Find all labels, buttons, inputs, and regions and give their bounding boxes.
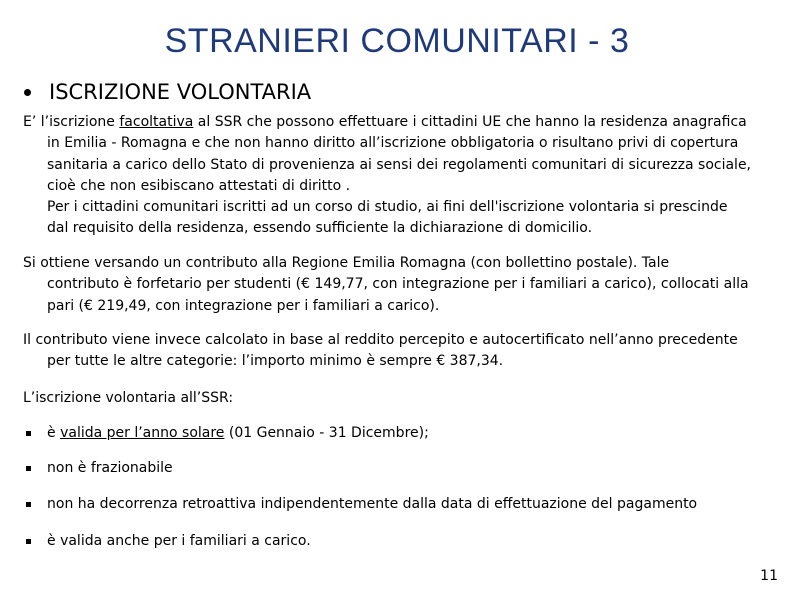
- underlined-term: valida per l’anno solare: [60, 425, 225, 441]
- list-item-text: è valida anche per i familiari a carico.: [47, 533, 311, 549]
- paragraph-1-line-5: Per i cittadini comunitari iscritti ad un corso di studio, ai fini dell'iscrizione volontaria si prescinde: [47, 199, 728, 216]
- square-bullet-icon: [26, 431, 31, 436]
- paragraph-1-line-2: in Emilia - Romagna e che non hanno diritto all’iscrizione obbligatoria o risultano privi di copertura: [47, 135, 739, 152]
- bullet-dot-icon: [24, 89, 31, 96]
- paragraph-2: [23, 253, 783, 317]
- list-item-text: non ha decorrenza retroattiva indipendentemente dalla data di effettuazione del pagamento: [47, 496, 698, 512]
- square-bullet-icon: [26, 466, 31, 471]
- section-heading-text: ISCRIZIONE VOLONTARIA: [49, 80, 312, 104]
- paragraph-1-line-1: [23, 112, 783, 133]
- text-span: E’ l’iscrizione: [23, 114, 120, 130]
- list-item-text: non è frazionabile: [47, 460, 173, 476]
- square-bullet-icon: [26, 539, 31, 544]
- paragraph-4: [23, 388, 783, 409]
- paragraph-2-line-1: Si ottiene versando un contributo alla Regione Emilia Romagna (con bollettino postale). Tale: [23, 255, 670, 271]
- paragraph-2-line-3: pari (€ 219,49, con integrazione per i familiari a carico).: [47, 297, 440, 314]
- paragraph-1-line-4: cioè che non esibiscano attestati di diritto .: [47, 177, 351, 194]
- square-bullet-icon: [26, 502, 31, 507]
- text-span: è: [47, 425, 61, 441]
- slide-title: STRANIERI COMUNITARI - 3: [164, 22, 630, 60]
- text-span: al SSR che possono effettuare i cittadini UE che hanno la residenza anagrafica: [193, 114, 747, 130]
- list-item: [26, 460, 173, 476]
- page-number: 11: [760, 568, 778, 584]
- list-item: [26, 496, 697, 512]
- text-span: (01 Gennaio - 31 Dicembre);: [224, 425, 429, 441]
- paragraph-1-line-3: sanitaria a carico dello Stato di provenienza ai sensi dei regolamenti comunitari di sicurezza sociale,: [47, 156, 752, 173]
- paragraph-1-line-6: dal requisito della residenza, essendo sufficiente la dichiarazione di domicilio.: [47, 220, 593, 237]
- list-item: [26, 533, 311, 549]
- paragraph-3-line-1: Il contributo viene invece calcolato in base al reddito percepito e autocertificato nell’anno precedente: [23, 332, 738, 348]
- list-item-text: [47, 425, 429, 441]
- section-heading: [24, 80, 311, 104]
- paragraph-1: [23, 112, 783, 240]
- paragraph-3: [23, 330, 783, 373]
- paragraph-4-line-1: L’iscrizione volontaria all’SSR:: [23, 390, 234, 406]
- underlined-term: facoltativa: [119, 114, 194, 130]
- paragraph-3-line-2: per tutte le altre categorie: l’importo minimo è sempre € 387,34.: [47, 353, 504, 370]
- list-item: [26, 425, 429, 441]
- paragraph-2-line-2: contributo è forfetario per studenti (€ 149,77, con integrazione per i familiari a carico), collocati alla: [47, 276, 749, 293]
